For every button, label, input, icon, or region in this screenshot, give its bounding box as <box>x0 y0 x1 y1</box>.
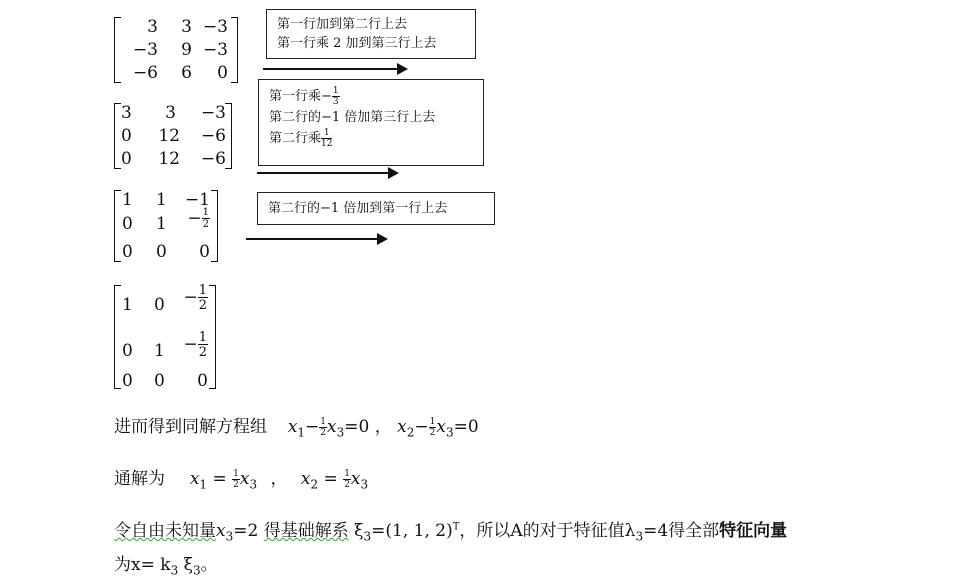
spellcheck-underlined-text: 得基础解系 <box>263 521 349 541</box>
matrix-cell <box>183 331 208 359</box>
matrix-cell: 0 <box>122 341 133 361</box>
matrix-right-bracket <box>225 103 232 169</box>
matrix-cell: 0 <box>154 371 165 391</box>
matrix-cell: 0 <box>197 371 208 391</box>
matrix-cell: 0 <box>122 371 133 391</box>
eq-text: =0 <box>453 417 479 437</box>
var-x: x <box>436 417 446 437</box>
matrix-left-bracket <box>114 285 121 389</box>
matrix-right-bracket <box>211 190 218 262</box>
matrix-cell: −3 <box>202 40 228 60</box>
matrix-cell <box>187 208 210 230</box>
matrix-cell: 9 <box>181 40 192 60</box>
matrix-cell <box>183 284 208 312</box>
matrix-left-bracket <box>114 103 121 169</box>
basis-solution-line: 令自由未知量$x_3=2$ 得基础解系 $\xi_3=(1$, 1, 2)$^T$，所以A的对于特征值$\lambda_3=4$得全部特征向量 <box>114 521 788 544</box>
matrix-cell: 0 <box>156 242 167 262</box>
matrix-2 <box>114 103 232 169</box>
matrix-cell: −3 <box>132 40 158 60</box>
matrix-1 <box>114 17 238 83</box>
matrix-cell: −6 <box>200 149 226 169</box>
fraction: $\frac{1}{2}$ <box>198 283 207 313</box>
note-line: 第二行的−1 倍加到第一行上去 <box>268 201 448 216</box>
fraction: $\frac{1}{2}$ <box>429 416 436 438</box>
matrix-cell: 1 <box>154 341 165 361</box>
matrix-cell: 1 <box>122 295 133 315</box>
bold-term: 特征向量 <box>719 521 788 541</box>
row-operation-note-3 <box>257 192 495 225</box>
matrix-cell: 3 <box>165 103 176 123</box>
note-text: 第二行乘 <box>269 131 322 146</box>
row-operation-note-2 <box>258 79 484 166</box>
eigenvector-line: 为$x= k_3$ $\xi_3$。 <box>114 555 218 578</box>
matrix-cell: 3 <box>121 103 132 123</box>
minus-sign: − <box>183 334 198 355</box>
matrix-cell: 12 <box>158 149 180 169</box>
matrix-cell: 6 <box>181 63 192 83</box>
line-prefix: 通解为 <box>114 469 165 489</box>
fraction: $\frac{1}{12}$ <box>321 127 333 149</box>
matrix-left-bracket <box>114 17 121 83</box>
matrix-4 <box>114 285 216 389</box>
row-operation-note-1 <box>266 9 476 59</box>
matrix-cell: 12 <box>158 126 180 146</box>
matrix-cell: −6 <box>132 63 158 83</box>
line-prefix: 进而得到同解方程组 <box>114 417 267 437</box>
fraction: $\frac{1}{2}$ <box>344 468 350 490</box>
matrix-cell: 0 <box>121 126 132 146</box>
eq-text: =0 ， <box>344 417 398 437</box>
transform-arrow-3 <box>246 238 386 240</box>
matrix-cell: −6 <box>200 126 226 146</box>
matrix-cell: 3 <box>181 17 192 37</box>
note-text: 第一行乘− <box>269 89 332 104</box>
spellcheck-underlined-text: 令自由未知量 <box>114 521 216 541</box>
matrix-right-bracket <box>231 17 238 83</box>
matrix-cell: 0 <box>217 63 228 83</box>
matrix-cell: 0 <box>121 149 132 169</box>
matrix-right-bracket <box>209 285 216 389</box>
minus-sign: − <box>183 287 198 308</box>
matrix-3 <box>114 190 218 262</box>
fraction: $\frac{1}{2}$ <box>233 468 239 490</box>
matrix-cell: 0 <box>199 242 210 262</box>
equation-system-line: 进而得到同解方程组 $x_1-$ $\frac{1}{2}$ $x_3=0$ ， $x_2-$ $\frac{1}{2}$ $x_3=0$ <box>114 416 479 440</box>
matrix-cell: 0 <box>122 242 133 262</box>
matrix-cell: −1 <box>184 190 210 210</box>
matrix-cell: 0 <box>154 295 165 315</box>
fraction: $\frac{1}{2}$ <box>198 330 207 360</box>
matrix-cell: 1 <box>156 214 167 234</box>
general-solution-line: 通解为 $x_1$ = $\frac{1}{2}$ $x_3$ ， $x_2$ = $\frac{1}{2}$ $x_3$ <box>114 468 369 492</box>
matrix-cell: −3 <box>202 17 228 37</box>
matrix-cell: −3 <box>200 103 226 123</box>
fraction: $\frac{1}{3}$ <box>332 85 339 107</box>
matrix-left-bracket <box>114 190 121 262</box>
matrix-cell: 3 <box>147 17 158 37</box>
var-x: x <box>287 417 298 437</box>
matrix-cell: 1 <box>122 190 133 210</box>
minus-sign: − <box>187 208 202 229</box>
note-line <box>269 86 473 107</box>
note-line: 第二行的−1 倍加第三行上去 <box>269 110 436 125</box>
transform-arrow-2 <box>257 172 397 174</box>
note-line <box>269 128 473 149</box>
fraction: $\frac{1}{2}$ <box>320 416 327 438</box>
matrix-cell: 1 <box>156 190 167 210</box>
fraction: $\frac{1}{2}$ <box>202 207 209 230</box>
note-line: 第一行乘 2 加到第三行上去 <box>277 36 437 51</box>
var-x: x <box>327 417 337 437</box>
matrix-cell: 0 <box>122 214 133 234</box>
note-line: 第一行加到第二行上去 <box>277 17 408 32</box>
transform-arrow-1 <box>263 68 406 70</box>
var-x: x <box>397 417 407 437</box>
